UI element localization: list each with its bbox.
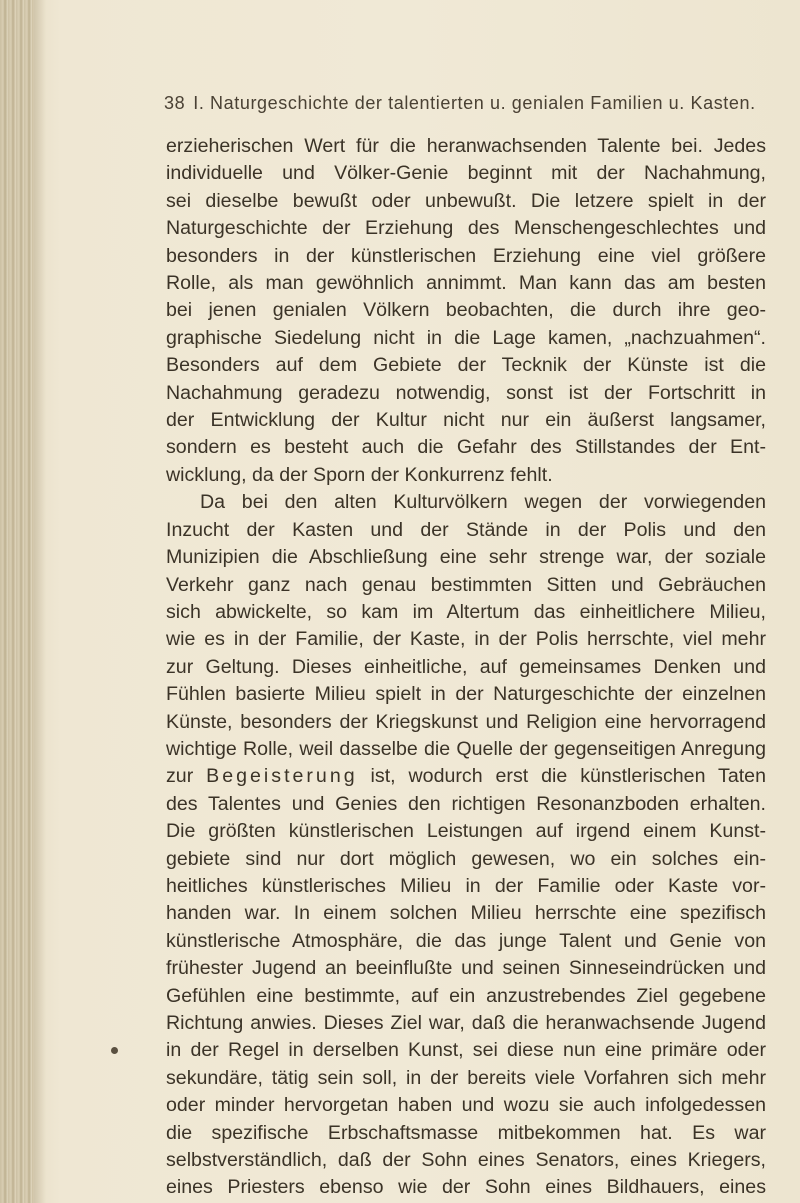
text-line: Richtung anwies. Dieses Ziel war, daß die heranwachsende Jugend — [166, 1012, 766, 1034]
paragraph-2 — [166, 489, 766, 1202]
text-line: sich abwickelte, so kam im Altertum das einheitlichere Milieu, — [166, 600, 766, 623]
text-line: sei dieselbe bewußt oder unbewußt. Die letzere spielt in der — [166, 189, 766, 212]
text-line: Rolle, als man gewöhnlich annimmt. Man kann das am besten — [166, 272, 766, 295]
text-line: erzieherischen Wert für die heranwachsenden Talente bei. Jedes — [166, 135, 766, 157]
text-line: zur Geltung. Dieses einheitliche, auf gemeinsames Denken und — [166, 655, 766, 678]
text-line: Naturgeschichte der Erziehung des Menschengeschlechtes und — [166, 217, 766, 240]
text-line: Inzucht der Kasten und der Stände in der Polis und den — [166, 518, 766, 541]
text-line: wichtige Rolle, weil dasselbe die Quelle der gegenseitigen Anregung — [166, 737, 766, 760]
emphasized-word: Begeisterung — [206, 765, 358, 788]
text-line: graphische Siedelung nicht in die Lage kamen, „nachzuahmen“. — [166, 326, 766, 349]
running-title: I. Naturgeschichte der talentierten u. genialen Familien u. Kasten. — [193, 93, 756, 113]
text-line: in der Regel in derselben Kunst, sei diese nun eine primäre oder — [166, 1039, 766, 1062]
text-line: Fühlen basierte Milieu spielt in der Naturgeschichte der einzelnen — [166, 683, 766, 706]
margin-dot — [111, 1047, 118, 1054]
text-line: künstlerische Atmosphäre, die das junge Talent und Genie von — [166, 929, 766, 952]
text-line: individuelle und Völker-Genie beginnt mit der Nachahmung, — [166, 162, 766, 185]
text-line: Verkehr ganz nach genau bestimmten Sitten und Gebräuchen — [166, 573, 766, 596]
text-line: oder minder hervorgetan haben und wozu sie auch infolgedessen — [166, 1094, 766, 1117]
text-line: Munizipien die Abschließung eine sehr strenge war, der soziale — [166, 546, 766, 569]
text-line: eines Priesters ebenso wie der Sohn eines Bildhauers, eines — [166, 1176, 766, 1199]
text-line: Besonders auf dem Gebiete der Tecknik der Künste ist die — [166, 354, 766, 377]
text-line: gebiete sind nur dort möglich gewesen, wo ein solches ein- — [166, 847, 766, 870]
page-number: 38 — [164, 93, 186, 113]
text-line: Da bei den alten Kulturvölkern wegen der vorwiegenden — [200, 491, 766, 514]
text-line: heitliches künstlerisches Milieu in der Familie oder Kaste vor- — [166, 874, 766, 897]
text-line: selbstverständlich, daß der Sohn eines Senators, eines Kriegers, — [166, 1149, 766, 1172]
text-line: Die größten künstlerischen Leistungen auf irgend einem Kunst- — [166, 820, 766, 843]
text-line: Künste, besonders der Kriegskunst und Religion eine hervorragend — [166, 710, 766, 733]
text-line: bei jenen genialen Völkern beobachten, die durch ihre geo- — [166, 299, 766, 322]
text-line: wicklung, da der Sporn der Konkurrenz fehlt. — [166, 463, 553, 486]
text-line: handen war. In einem solchen Milieu herrschte eine spezifisch — [166, 902, 766, 925]
body-text — [166, 133, 766, 1202]
text-line: sekundäre, tätig sein soll, in der bereits viele Vorfahren sich mehr — [166, 1066, 766, 1089]
text-fragment: ist, wodurch erst die künstlerischen Taten — [357, 765, 766, 788]
text-line: der Entwicklung der Kultur nicht nur ein äußerst langsamer, — [166, 409, 766, 432]
text-line: des Talentes und Genies den richtigen Resonanzboden erhalten. — [166, 792, 766, 815]
text-line-spaced-emphasis — [166, 763, 766, 790]
text-line: frühester Jugend an beeinflußte und seinen Sinneseindrücken und — [166, 957, 766, 980]
text-line: Gefühlen eine bestimmte, auf ein anzustrebendes Ziel gegebene — [166, 984, 766, 1007]
text-line: Nachahmung geradezu notwendig, sonst ist der Fortschritt in — [166, 381, 766, 404]
text-line: die spezifische Erbschaftsmasse mitbekommen hat. Es war — [166, 1121, 766, 1144]
book-binding-edge — [0, 0, 34, 1203]
paragraph-1 — [166, 133, 766, 489]
text-line: sondern es besteht auch die Gefahr des Stillstandes der Ent- — [166, 436, 766, 459]
text-line: wie es in der Familie, der Kaste, in der Polis herrschte, viel mehr — [166, 628, 766, 651]
text-line: besonders in der künstlerischen Erziehung eine viel größere — [166, 244, 766, 267]
running-header — [164, 93, 764, 119]
text-fragment: zur — [166, 765, 207, 788]
